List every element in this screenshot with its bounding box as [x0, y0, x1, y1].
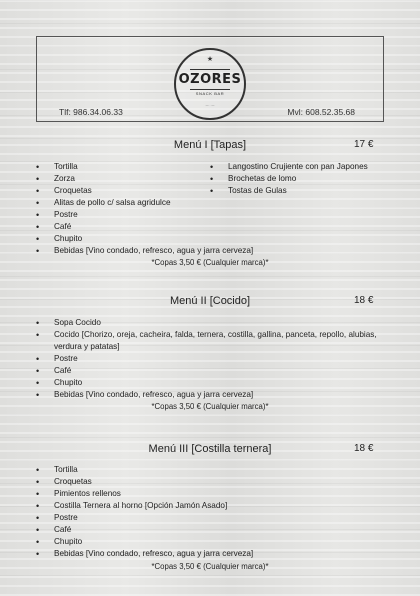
menu-header: [36, 36, 384, 122]
list-item: • Zorza: [36, 173, 386, 185]
logo-divider: [190, 69, 230, 70]
menu-1-note: *Copas 3,50 € (Cualquier marca)*: [151, 258, 269, 267]
list-item: • Bebidas [Vino condado, refresco, agua y jarra cerveza]: [36, 245, 386, 257]
list-item: • Chupito: [36, 377, 384, 389]
list-item: • Postre: [36, 209, 386, 221]
list-item: • Tortilla: [36, 464, 384, 476]
list-item: • Croquetas: [36, 185, 386, 197]
logo-established-mark: — · —: [205, 103, 215, 107]
list-item: • Cocido [Chorizo, oreja, cacheira, falda, ternera, costilla, gallina, panceta, repollo, alubias, verdura y patatas]: [36, 329, 384, 353]
list-item: • Sopa Cocido: [36, 317, 384, 329]
logo-subtitle: SNACK BAR: [195, 91, 225, 96]
list-item: • Café: [36, 365, 384, 377]
list-item: • Tostas de Gulas: [210, 185, 375, 197]
menu-1-title: Menú I [Tapas]: [173, 139, 247, 151]
list-item: • Brochetas de lomo: [210, 173, 375, 185]
phone-mobile: Mvl: 608.52.35.68: [287, 107, 355, 117]
menu-1-items-right: [210, 161, 375, 197]
list-item: • Tortilla: [36, 161, 386, 173]
list-item: • Bebidas [Vino condado, refresco, agua y jarra cerveza]: [36, 548, 384, 560]
menu-2-note: *Copas 3,50 € (Cualquier marca)*: [151, 402, 269, 411]
list-item: • Postre: [36, 512, 384, 524]
ozores-logo: [174, 48, 246, 120]
list-item: • Langostino Crujiente con pan Japones: [210, 161, 375, 173]
logo-name: OZORES: [178, 72, 242, 87]
list-item: • Alitas de pollo c/ salsa agridulce: [36, 197, 386, 209]
list-item: • Chupito: [36, 233, 386, 245]
menu-3-items: [36, 464, 384, 560]
star-icon: ★: [206, 56, 214, 63]
list-item: • Croquetas: [36, 476, 384, 488]
menu-3-title: Menú III [Costilla ternera]: [148, 443, 272, 455]
menu-2-price: 18 €: [354, 295, 374, 306]
list-item: • Bebidas [Vino condado, refresco, agua y jarra cerveza]: [36, 389, 384, 401]
menu-3-note: *Copas 3,50 € (Cualquier marca)*: [151, 562, 269, 571]
list-item: • Pimientos rellenos: [36, 488, 384, 500]
list-item: • Café: [36, 524, 384, 536]
menu-2-items: [36, 317, 384, 401]
logo-divider: [190, 89, 230, 90]
menu-3-price: 18 €: [354, 443, 374, 454]
list-item: • Chupito: [36, 536, 384, 548]
menu-1-price: 17 €: [354, 139, 374, 150]
list-item: • Café: [36, 221, 386, 233]
list-item: • Costilla Ternera al horno [Opción Jamón Asado]: [36, 500, 384, 512]
phone-landline: Tlf: 986.34.06.33: [59, 107, 123, 117]
list-item: • Postre: [36, 353, 384, 365]
menu-2-title: Menú II [Cocido]: [169, 295, 251, 307]
